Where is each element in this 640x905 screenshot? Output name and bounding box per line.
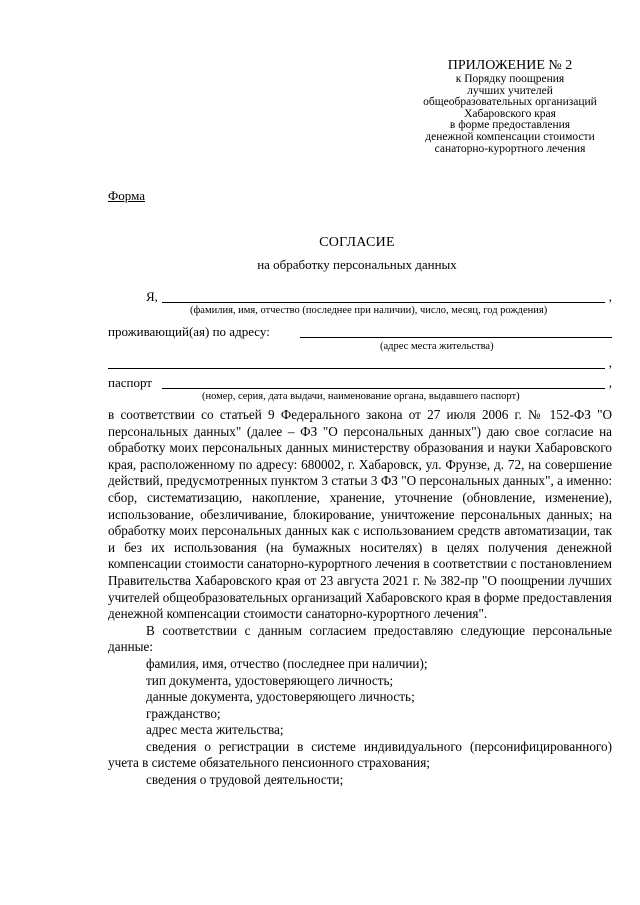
annex-line: лучших учителей bbox=[467, 84, 553, 97]
passport-field-hint: (номер, серия, дата выдачи, наименование органа, выдавшего паспорт) bbox=[202, 391, 520, 402]
annex-line: к Порядку поощрения bbox=[455, 73, 565, 85]
name-field-hint: (фамилия, имя, отчество (последнее при наличии), число, месяц, год рождения) bbox=[190, 305, 548, 316]
annex-line: денежной компенсации стоимости bbox=[425, 130, 595, 143]
list-item: тип документа, удостоверяющего личность; bbox=[146, 672, 394, 688]
list-item: сведения о регистрации в системе индивидуального (персонифицированного) учета в системе обязательного пенсионного страхования; bbox=[108, 738, 612, 771]
address-continuation-row bbox=[108, 355, 612, 371]
passport-field-line[interactable] bbox=[162, 388, 605, 389]
form-label: Форма bbox=[108, 188, 145, 203]
consent-body bbox=[108, 407, 612, 789]
main-paragraph: в соответствии со статьей 9 Федерального закона от 27 июля 2006 г. № 152-ФЗ "О персональных данных" (далее – ФЗ "О персональных данных") даю свое согласие на обработку моих персональных данных министерству образования и науки Хабаровского края, расположенному по адресу: 680002, г. Хабаровск, ул. Фрунзе, д. 72, на совершение действий, предусмотренных пунктом 3 статьи 3 ФЗ "О персональных данных", а именно: сбор, систематизацию, накопление, хранение, уточнение (обновление, изменение), использование, обезличивание, блокирование, уничтожение персональных данных; на обработку моих персональных данных как с использованием средств автоматизации, так и без их использования (на бумажных носителях) в целях получения денежной компенсации стоимости санаторно-курортного лечения в соответствии с постановлением Правительства Хабаровского края от 23 августа 2021 г. № 382-пр "О поощрении лучших учителей общеобразовательных организаций Хабаровского края в форме предоставления денежной компенсации стоимости санаторно-курортного лечения". bbox=[108, 407, 612, 622]
passport-field-label: паспорт bbox=[108, 375, 152, 390]
document-title: СОГЛАСИЕ bbox=[319, 235, 395, 250]
document-subtitle: на обработку персональных данных bbox=[257, 257, 457, 272]
annex-block bbox=[400, 58, 620, 155]
address-field-line[interactable] bbox=[300, 337, 612, 338]
annex-line: в форме предоставления bbox=[449, 119, 571, 132]
annex-heading: ПРИЛОЖЕНИЕ № 2 bbox=[447, 58, 573, 73]
passport-field-comma: , bbox=[608, 375, 612, 390]
annex-line: общеобразовательных организаций bbox=[423, 96, 597, 109]
list-item: фамилия, имя, отчество (последнее при наличии); bbox=[146, 655, 428, 671]
address-continuation-comma: , bbox=[608, 355, 612, 370]
address-field-label: проживающий(ая) по адресу: bbox=[108, 324, 270, 339]
name-field-line[interactable] bbox=[162, 302, 605, 303]
list-item: данные документа, удостоверяющего личность; bbox=[146, 689, 415, 705]
list-item: сведения о трудовой деятельности; bbox=[146, 772, 344, 788]
address-field-hint: (адрес места жительства) bbox=[380, 341, 494, 352]
address-field-row bbox=[108, 324, 612, 340]
list-item: гражданство; bbox=[146, 705, 221, 721]
list-item: адрес места жительства; bbox=[146, 722, 284, 738]
name-field-comma: , bbox=[608, 289, 612, 304]
annex-line: Хабаровского края bbox=[464, 107, 556, 120]
annex-line: санаторно-курортного лечения bbox=[434, 142, 586, 155]
intro-paragraph: В соответствии с данным согласием предоставляю следующие персональные данные: bbox=[108, 622, 612, 655]
address-continuation-line[interactable] bbox=[108, 368, 605, 369]
name-field-row bbox=[108, 289, 612, 305]
name-field-label: Я, bbox=[146, 289, 158, 304]
passport-field-row bbox=[108, 375, 612, 391]
